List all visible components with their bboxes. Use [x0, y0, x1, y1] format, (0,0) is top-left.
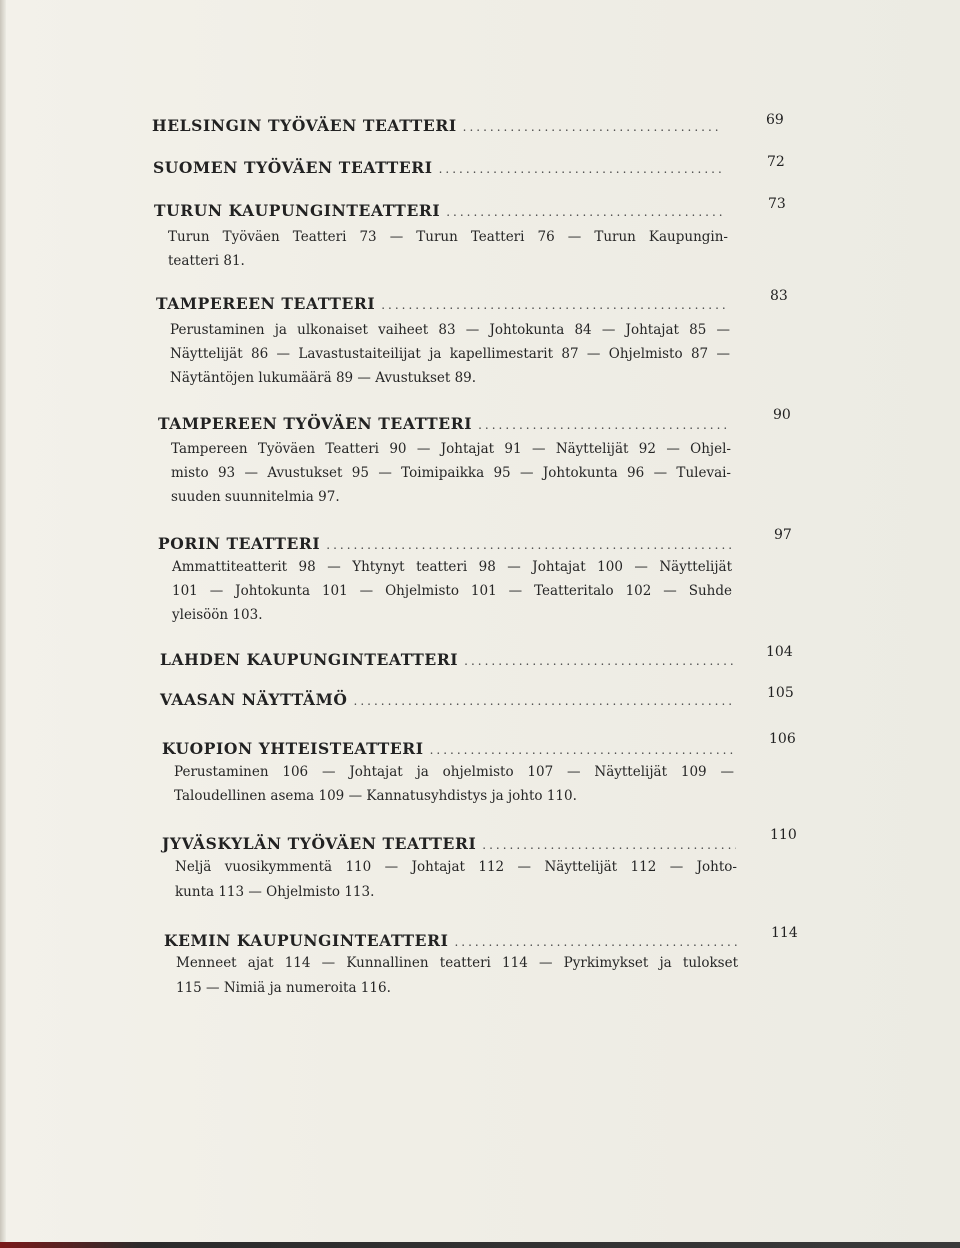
toc-subentries-line: suuden suunnitelmia 97. — [171, 489, 340, 505]
leader-dots — [482, 838, 736, 852]
toc-heading: JYVÄSKYLÄN TYÖVÄEN TEATTERI — [162, 834, 477, 853]
toc-subentries-line: kunta 113 — Ohjelmisto 113. — [175, 884, 375, 900]
toc-entry-lahden-kaupunginteatteri — [160, 650, 734, 678]
leader-dots — [354, 694, 735, 708]
leader-dots — [446, 205, 726, 219]
toc-page-number: 90 — [773, 407, 791, 423]
toc-page-number: 106 — [769, 731, 796, 747]
toc-page-number: 114 — [771, 925, 798, 941]
toc-heading: KEMIN KAUPUNGINTEATTERI — [164, 931, 449, 950]
toc-heading: VAASAN NÄYTTÄMÖ — [160, 690, 348, 709]
toc-page-number: 105 — [767, 685, 794, 701]
toc-subentries-line: misto 93 — Avustukset 95 — Toimipaikka 95 — Johtokunta 96 — Tulevai- — [171, 465, 731, 481]
toc-page-number: 73 — [768, 196, 786, 212]
toc-heading: TAMPEREEN TYÖVÄEN TEATTERI — [158, 414, 473, 433]
toc-entry-porin-teatteri — [158, 534, 732, 562]
toc-subentries-line: Tampereen Työväen Teatteri 90 — Johtajat 91 — Näyttelijät 92 — Ohjel- — [171, 441, 731, 457]
toc-subentries-line: Menneet ajat 114 — Kunnallinen teatteri 114 — Pyrkimykset ja tulokset — [176, 955, 738, 971]
toc-subentries-line: Näyttelijät 86 — Lavastustaiteilijat ja kapellimestarit 87 — Ohjelmisto 87 — — [170, 346, 730, 362]
toc-page-number: 97 — [774, 527, 792, 543]
toc-entry-tampereen-teatteri — [156, 294, 726, 322]
toc-entry-turun-kaupunginteatteri — [154, 201, 726, 229]
toc-subentries-line: Turun Työväen Teatteri 73 — Turun Teatteri 76 — Turun Kaupungin- — [168, 229, 728, 245]
toc-entry-tampereen-tyovaen-teatteri — [158, 414, 730, 442]
toc-heading: KUOPION YHTEISTEATTERI — [162, 739, 424, 758]
toc-entry-jyvaskylan-tyovaen-teatteri — [162, 834, 736, 862]
toc-subentries-line: yleisöön 103. — [172, 607, 263, 623]
leader-dots — [478, 418, 730, 432]
toc-entry-kuopion-yhteisteatteri — [162, 739, 736, 767]
toc-heading: TURUN KAUPUNGINTEATTERI — [154, 201, 441, 220]
toc-heading: SUOMEN TYÖVÄEN TEATTERI — [153, 158, 433, 177]
toc-heading: PORIN TEATTERI — [158, 534, 321, 553]
toc-subentries-line: Neljä vuosikymmentä 110 — Johtajat 112 — Näyttelijät 112 — Johto- — [175, 859, 737, 875]
leader-dots — [381, 298, 726, 312]
toc-page-number: 104 — [766, 644, 793, 660]
toc-entry-suomen-tyovaen-teatteri — [153, 158, 725, 186]
toc-heading: HELSINGIN TYÖVÄEN TEATTERI — [152, 116, 457, 135]
leader-dots — [439, 162, 725, 176]
toc-subentries-line: Näytäntöjen lukumäärä 89 — Avustukset 89. — [170, 370, 477, 386]
toc-subentries-line: 115 — Nimiä ja numeroita 116. — [176, 980, 391, 996]
toc-subentries-line: Perustaminen ja ulkonaiset vaiheet 83 — Johtokunta 84 — Johtajat 85 — — [170, 322, 730, 338]
leader-dots — [454, 935, 738, 949]
toc-page-number: 83 — [770, 288, 788, 304]
binding-edge — [0, 0, 6, 1248]
toc-page-number: 110 — [770, 827, 797, 843]
leader-dots — [464, 654, 734, 668]
toc-page-number: 72 — [767, 154, 785, 170]
toc-heading: LAHDEN KAUPUNGINTEATTERI — [160, 650, 459, 669]
toc-subentries-line: Ammattiteatterit 98 — Yhtynyt teatteri 98 — Johtajat 100 — Näyttelijät — [172, 559, 732, 575]
toc-subentries-line: 101 — Johtokunta 101 — Ohjelmisto 101 — Teatteritalo 102 — Suhde — [172, 583, 732, 599]
toc-entry-helsingin-tyovaen-teatteri — [152, 116, 722, 144]
toc-subentries-line: Perustaminen 106 — Johtajat ja ohjelmisto 107 — Näyttelijät 109 — — [174, 764, 734, 780]
toc-heading: TAMPEREEN TEATTERI — [156, 294, 376, 313]
leader-dots — [326, 538, 732, 552]
toc-subentries-line: teatteri 81. — [168, 253, 245, 269]
leader-dots — [430, 743, 736, 757]
leader-dots — [463, 120, 722, 134]
toc-subentries-line: Taloudellinen asema 109 — Kannatusyhdistys ja johto 110. — [174, 788, 577, 804]
book-cover-edge — [0, 1242, 960, 1248]
toc-page-number: 69 — [766, 112, 784, 128]
toc-entry-vaasan-nayttamo — [160, 690, 734, 718]
